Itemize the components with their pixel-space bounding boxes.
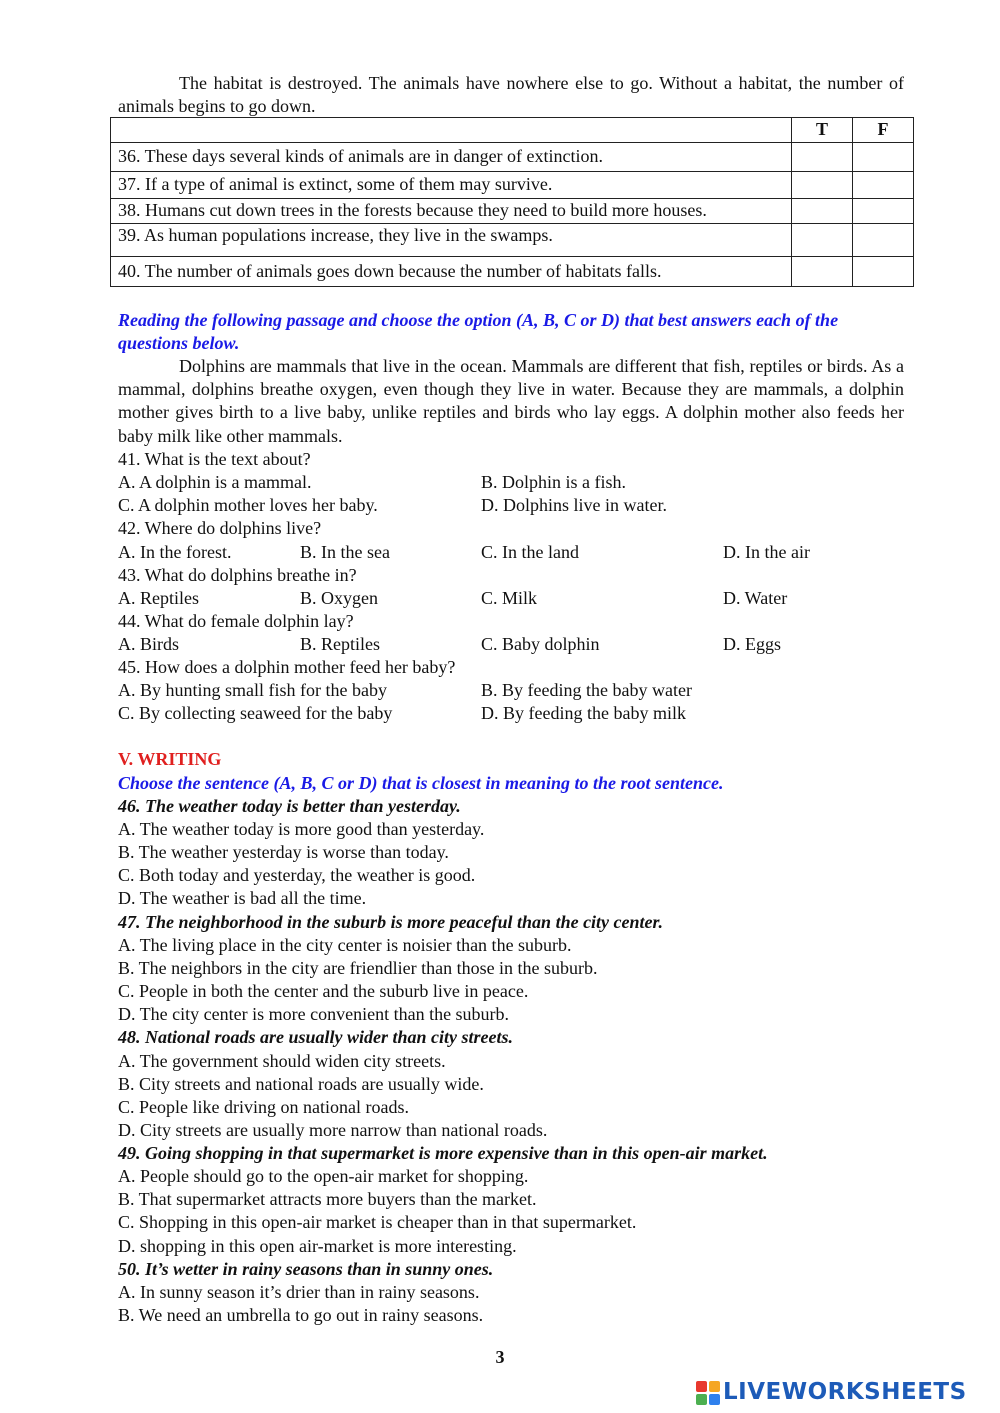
option-49-c[interactable]: C. Shopping in this open-air market is cheaper than in that supermarket.: [118, 1212, 637, 1232]
question-48: 48. National roads are usually wider than city streets.: [118, 1027, 514, 1047]
option-45-b[interactable]: B. By feeding the baby water: [481, 680, 692, 700]
answer-true-cell-38[interactable]: [792, 199, 853, 224]
option-49-a[interactable]: A. People should go to the open-air market for shopping.: [118, 1166, 529, 1186]
statement-40: 40. The number of animals goes down because the number of habitats falls.: [111, 257, 792, 287]
statement-36: 36. These days several kinds of animals are in danger of extinction.: [111, 143, 792, 172]
option-48-c[interactable]: C. People like driving on national roads.: [118, 1097, 409, 1117]
table-row: [111, 143, 914, 172]
option-45-a[interactable]: A. By hunting small fish for the baby: [118, 680, 387, 700]
answer-true-cell-37[interactable]: [792, 172, 853, 199]
option-48-a[interactable]: A. The government should widen city streets.: [118, 1051, 446, 1071]
option-41-b[interactable]: B. Dolphin is a fish.: [481, 472, 627, 492]
option-43-c[interactable]: C. Milk: [481, 588, 538, 608]
option-46-b[interactable]: B. The weather yesterday is worse than today.: [118, 842, 449, 862]
question-45: 45. How does a dolphin mother feed her baby?: [118, 657, 456, 677]
option-47-b[interactable]: B. The neighbors in the city are friendlier than those in the suburb.: [118, 958, 598, 978]
question-49: 49. Going shopping in that supermarket is more expensive than in this open-air market.: [118, 1143, 768, 1163]
question-41: 41. What is the text about?: [118, 449, 311, 469]
option-50-a[interactable]: A. In sunny season it’s drier than in rainy seasons.: [118, 1282, 480, 1302]
option-47-c[interactable]: C. People in both the center and the suburb live in peace.: [118, 981, 529, 1001]
writing-instruction: Choose the sentence (A, B, C or D) that is closest in meaning to the root sentence.: [118, 773, 724, 793]
option-46-d[interactable]: D. The weather is bad all the time.: [118, 888, 367, 908]
true-false-table: [110, 117, 914, 287]
statement-38: 38. Humans cut down trees in the forests because they need to build more houses.: [111, 199, 792, 224]
option-41-a[interactable]: A. A dolphin is a mammal.: [118, 472, 312, 492]
dolphin-passage: Dolphins are mammals that live in the ocean. Mammals are different that fish, reptiles or birds. As a mammal, dolphins breathe oxygen, even though they live in water. Because they are mammals, a dolphin mother gives birth to a live baby, unlike reptiles and birds who lay eggs. A dolphin mother also feeds her baby milk like other mammals.: [118, 356, 904, 446]
option-49-d[interactable]: D. shopping in this open air-market is more interesting.: [118, 1236, 517, 1256]
table-row: [111, 224, 914, 257]
option-44-a[interactable]: A. Birds: [118, 634, 180, 654]
option-48-d[interactable]: D. City streets are usually more narrow than national roads.: [118, 1120, 548, 1140]
table-row: [111, 199, 914, 224]
reading-instruction: Reading the following passage and choose the option (A, B, C or D) that best answers each of the questions below.: [118, 310, 839, 354]
statement-37: 37. If a type of animal is extinct, some of them may survive.: [111, 172, 792, 199]
answer-true-cell-39[interactable]: [792, 224, 853, 257]
option-42-a[interactable]: A. In the forest.: [118, 542, 232, 562]
question-43: 43. What do dolphins breathe in?: [118, 565, 357, 585]
option-41-d[interactable]: D. Dolphins live in water.: [481, 495, 667, 515]
option-45-d[interactable]: D. By feeding the baby milk: [481, 703, 686, 723]
answer-false-cell-36[interactable]: [853, 143, 914, 172]
logo-text: LIVEWORKSHEETS: [723, 1379, 967, 1406]
option-42-c[interactable]: C. In the land: [481, 542, 579, 562]
question-46: 46. The weather today is better than yesterday.: [118, 796, 461, 816]
page-number: 3: [495, 1347, 505, 1367]
question-42: 42. Where do dolphins live?: [118, 518, 322, 538]
liveworksheets-logo[interactable]: [696, 1378, 967, 1408]
answer-false-cell-39[interactable]: [853, 224, 914, 257]
intro-passage: The habitat is destroyed. The animals have nowhere else to go. Without a habitat, the number of animals begins to go down.: [118, 73, 904, 117]
logo-grid-icon: [696, 1381, 720, 1405]
option-43-d[interactable]: D. Water: [723, 588, 788, 608]
option-47-d[interactable]: D. The city center is more convenient than the suburb.: [118, 1004, 510, 1024]
answer-true-cell-40[interactable]: [792, 257, 853, 287]
table-header-statement: [111, 118, 792, 143]
table-row: [111, 257, 914, 287]
option-49-b[interactable]: B. That supermarket attracts more buyers than the market.: [118, 1189, 537, 1209]
option-44-c[interactable]: C. Baby dolphin: [481, 634, 600, 654]
question-50: 50. It’s wetter in rainy seasons than in sunny ones.: [118, 1259, 494, 1279]
question-44: 44. What do female dolphin lay?: [118, 611, 354, 631]
table-header-true: T: [792, 118, 853, 143]
statement-39: 39. As human populations increase, they live in the swamps.: [111, 224, 792, 257]
option-44-d[interactable]: D. Eggs: [723, 634, 781, 654]
option-44-b[interactable]: B. Reptiles: [300, 634, 380, 654]
option-46-a[interactable]: A. The weather today is more good than yesterday.: [118, 819, 485, 839]
option-47-a[interactable]: A. The living place in the city center is noisier than the suburb.: [118, 935, 572, 955]
option-42-b[interactable]: B. In the sea: [300, 542, 390, 562]
option-43-a[interactable]: A. Reptiles: [118, 588, 199, 608]
option-45-c[interactable]: C. By collecting seaweed for the baby: [118, 703, 393, 723]
option-42-d[interactable]: D. In the air: [723, 542, 810, 562]
option-48-b[interactable]: B. City streets and national roads are usually wide.: [118, 1074, 484, 1094]
answer-false-cell-38[interactable]: [853, 199, 914, 224]
table-header-false: F: [853, 118, 914, 143]
writing-heading: V. WRITING: [118, 749, 222, 769]
option-50-b[interactable]: B. We need an umbrella to go out in rainy seasons.: [118, 1305, 484, 1325]
answer-false-cell-40[interactable]: [853, 257, 914, 287]
option-43-b[interactable]: B. Oxygen: [300, 588, 378, 608]
table-header-row: [111, 118, 914, 143]
answer-true-cell-36[interactable]: [792, 143, 853, 172]
option-46-c[interactable]: C. Both today and yesterday, the weather is good.: [118, 865, 476, 885]
option-41-c[interactable]: C. A dolphin mother loves her baby.: [118, 495, 378, 515]
question-47: 47. The neighborhood in the suburb is more peaceful than the city center.: [118, 912, 664, 932]
table-row: [111, 172, 914, 199]
answer-false-cell-37[interactable]: [853, 172, 914, 199]
